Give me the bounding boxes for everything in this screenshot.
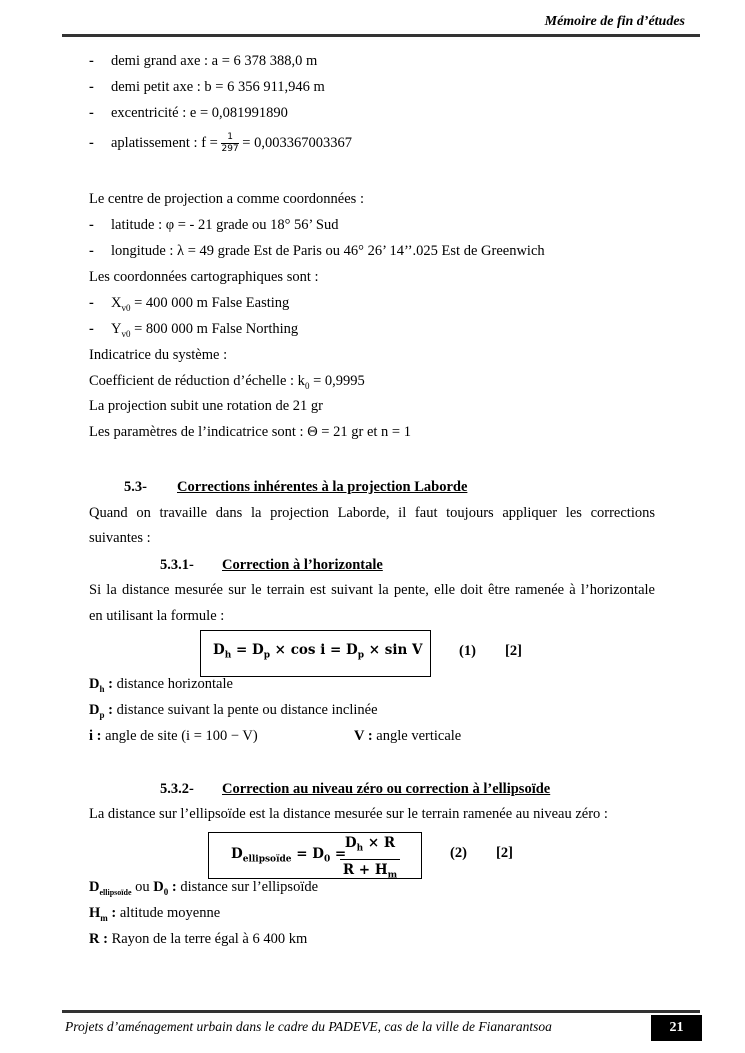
subsection-title: Correction au niveau zéro ou correction à l’ellipsoïde [222,781,551,797]
paragraph: Les paramètres de l’indicatrice sont : Θ = 21 gr et n = 1 [89,424,411,440]
term: D [89,676,100,692]
text: D [344,835,357,851]
paragraph: en utilisant la formule : [89,608,225,624]
term: R : [89,931,108,947]
term: D [89,702,100,718]
paragraph: La projection subit une rotation de 21 gr [89,398,323,414]
definition [354,727,461,745]
list-item: demi petit axe : b = 6 356 911,946 m [111,79,325,95]
formula-1 [213,641,423,665]
definition [89,904,220,927]
section-number: 5.3- [124,479,147,495]
subscript: 0 [304,380,310,391]
text: D [231,846,243,862]
formula-box [208,832,422,879]
bullet: - [89,53,94,69]
subscript: v0 [121,302,131,313]
footer-text: Projets d’aménagement urbain dans le cadre du PADEVE, cas de la ville de Fianarantsoa [65,1019,552,1034]
text: : [107,905,117,921]
bullet: - [89,79,94,95]
bullet: - [89,295,94,311]
reference: [2] [505,643,522,659]
paragraph: Indicatrice du système : [89,347,228,363]
text: = D [231,642,264,658]
text: ou [131,879,154,895]
text: R + H [342,861,388,878]
list-item: demi grand axe : a = 6 378 388,0 m [111,53,318,69]
subscript: h [99,683,105,694]
definition [89,701,378,724]
fraction [221,132,238,155]
list-item [111,320,298,343]
section-title: Corrections inhérentes à la projection Laborde [177,479,468,495]
text: Coefficient de réduction d’échelle : k [89,373,305,389]
text: : [104,702,113,718]
subscript: 0 [163,886,169,897]
subscript: 0 [323,854,331,865]
definition [89,675,233,698]
paragraph: Si la distance mesurée sur le terrain est suivant la pente, elle doit être ramenée à l’horizontale [89,582,655,598]
text: : [104,676,113,692]
denominator: 297 [221,144,239,155]
paragraph: Quand on travaille dans la projection Laborde, il faut toujours appliquer les corrections [89,505,655,521]
text: = 0,003367003367 [242,135,352,151]
equation-number: (2) [450,845,467,861]
paragraph: Le centre de projection a comme coordonnées : [89,191,364,207]
text: angle de site (i = 100 − V) [101,728,258,744]
text: = 800 000 m False Northing [130,321,299,337]
bullet: - [89,105,94,121]
numerator [340,833,400,860]
paragraph: Les coordonnées cartographiques sont : [89,269,319,285]
denominator [340,860,400,886]
paragraph: La distance sur l’ellipsoïde est la distance mesurée sur le terrain ramenée au niveau zéro : [89,806,608,822]
definition [89,878,318,902]
text: : [168,879,177,895]
formula-2-fraction [340,833,400,885]
text: = D [291,846,324,862]
term: D [89,879,100,895]
paragraph: suivantes : [89,530,151,546]
text: distance sur l’ellipsoïde [176,879,319,895]
subscript: m [100,912,108,923]
term: H [89,905,101,921]
text: × R [363,835,396,851]
list-item: excentricité : e = 0,081991890 [111,105,288,121]
bullet: - [89,135,94,151]
text: × sin V [364,642,423,658]
subscript: v0 [121,328,131,339]
text: = [330,846,347,862]
text: Y [111,321,122,337]
bullet: - [89,243,94,259]
equation-number: (1) [459,643,476,659]
footer-rule [62,1010,700,1013]
term: i : [89,728,102,744]
list-item [111,294,289,317]
subsection-title: Correction à l’horizontale [222,557,383,573]
text: = 400 000 m False Easting [130,295,290,311]
subscript: p [357,650,365,661]
definition [89,930,307,948]
text: × cos i = D [269,642,358,658]
text: = 0,9995 [309,373,365,389]
subsection-number: 5.3.1- [160,557,194,573]
formula-box [200,630,431,677]
subscript: m [387,870,398,881]
subscript: h [356,843,364,854]
text: distance suivant la pente ou distance inclinée [112,702,378,718]
text: Rayon de la terre égal à 6 400 km [107,931,308,947]
paragraph [89,372,365,395]
numerator: 1 [221,132,238,144]
formula-2-lhs [231,845,346,869]
list-item: longitude : λ = 49 grade Est de Paris ou 46° 26’ 14’’.025 Est de Greenwich [111,243,545,259]
page-number: 21 [651,1015,702,1041]
subscript: ellipsoïde [99,887,132,897]
text: D [213,642,225,658]
subscript: p [263,650,270,661]
subscript: p [99,709,105,720]
header-rule [62,34,700,37]
list-item-flattening [111,131,352,155]
subscript: h [224,650,232,661]
subsection-number: 5.3.2- [160,781,194,797]
text: X [111,295,122,311]
bullet: - [89,321,94,337]
text: aplatissement : f = [111,135,218,151]
bullet: - [89,217,94,233]
reference: [2] [496,845,513,861]
text: angle verticale [372,728,462,744]
header-title: Mémoire de fin d’études [544,14,685,29]
text: distance horizontale [112,676,233,692]
term: V : [354,728,373,744]
term: D [153,879,164,895]
definition [89,727,258,745]
text: altitude moyenne [116,905,221,921]
subscript: ellipsoïde [242,854,292,865]
list-item: latitude : φ = - 21 grade ou 18° 56’ Sud [111,217,339,233]
